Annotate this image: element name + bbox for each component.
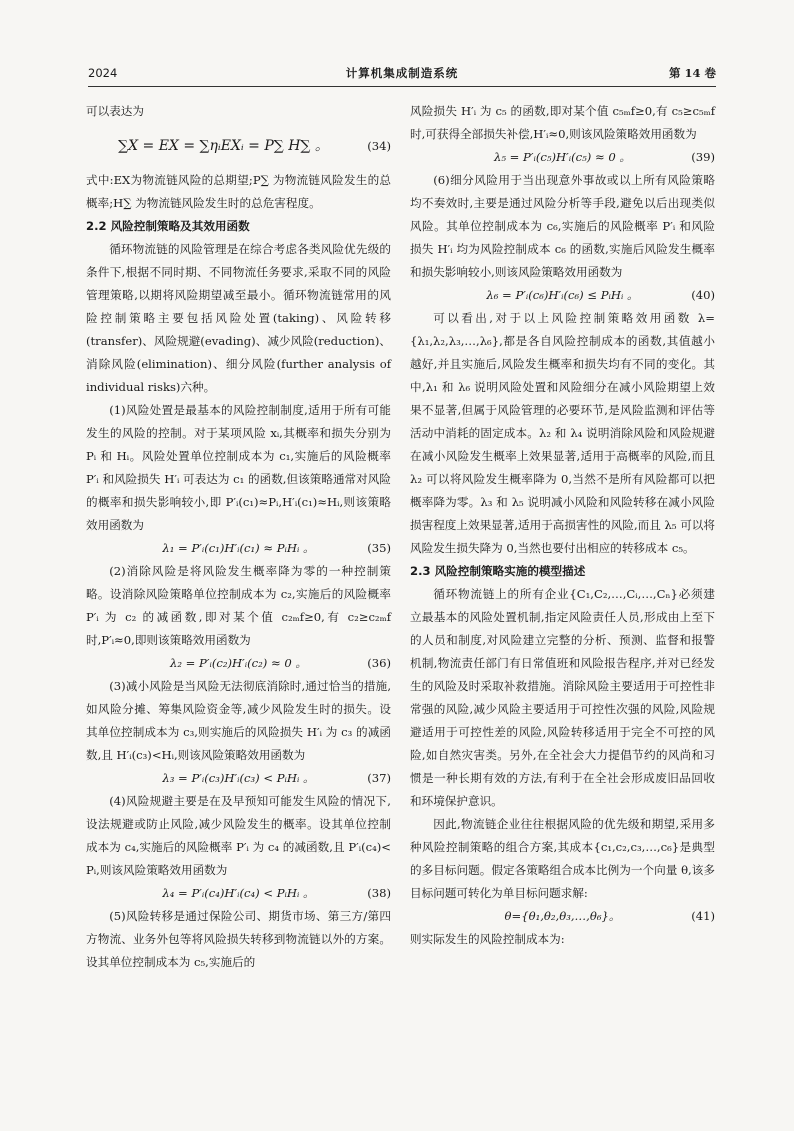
- equation-number: (36): [367, 656, 391, 670]
- paragraph: 可以看出,对于以上风险控制策略效用函数 λ={λ₁,λ₂,λ₃,…,λ₆},都是各自风险控制成本的函数,其值越小越好,并且实施后,风险发生概率和损失均有不同的变化。其中,λ₁ 和 λ₆ 说明风险处置和风险细分在减小风险期望上效果不显著,但属于风险管理的必要环节,是风险监测和评估等活动中消耗的固定成本。λ₂ 和 λ₄ 说明消除风险和风险规避在减小风险发生概率上效果显著,适用于高概率的风险,而且 λ₂ 可以将风险发生概率降为 0,当然不是所有风险都可以把概率降为零。λ₃ 和 λ₅ 说明减小风险和风险转移在减小风险损害程度上效果显著,适用于高损害性的风险,而且 λ₅ 可以将风险发生损失降为 0,当然也要付出相应的转移成本 c₅。: [410, 311, 715, 555]
- paragraph: (1)风险处置是最基本的风险控制制度,适用于所有可能发生的风险的控制。对于某项风险 xᵢ,其概率和损失分别为 Pᵢ 和 Hᵢ。风险处置单位控制成本为 c₁,实施后的风险概率 P′ᵢ 和风险损失 H′ᵢ 可表达为 c₁ 的函数,但该策略通常对风险的概率和损失影响较小,即 P′ᵢ(c₁)≈Pᵢ,H′ᵢ(c₁)≈Hᵢ,则该策略效用函数为: [86, 403, 391, 532]
- paragraph: 循环物流链的风险管理是在综合考虑各类风险优先级的条件下,根据不同时期、不同物流任务要求,采取不同的风险管理策略,以期将风险期望减至最小。循环物流链常用的风险控制策略主要包括风险处置(taking)、风险转移(transfer)、风险规避(evading)、减少风险(reduction)、消除风险(elimination)、细分风险(further analysis of individual risks)六种。: [86, 242, 391, 394]
- paragraph: 循环物流链上的所有企业{C₁,C₂,…,Cᵢ,…,Cₙ}必须建立最基本的风险处置机制,指定风险责任人员,形成由上至下的人员和制度,对风险建立完整的分析、预测、监督和报警机制,物流责任部门有日常值班和风险报告程序,并对已经发生的风险及时采取补救措施。消除风险主要适用于可控性非常强的风险,减少风险主要适用于可控性次强的风险,风险规避适用于可控性差的风险,风险转移适用于完全不可控的风险,如自然灾害类。另外,在全社会大力提倡节约的风尚和习惯是一种长期有效的方法,有利于在全社会形成废旧品回收和环境保护意识。: [410, 587, 715, 808]
- equation-41: [410, 905, 715, 928]
- equation-number: (35): [367, 541, 391, 555]
- right-column: [410, 100, 715, 951]
- paragraph: (4)风险规避主要是在及早预知可能发生风险的情况下,设法规避或防止风险,减少风险发生的概率。设其单位控制成本为 c₄,实施后的风险概率 P′ᵢ 为 c₄ 的减函数,且 P′ᵢ(c₄)< Pᵢ,则该风险策略效用函数为: [86, 794, 391, 877]
- equation-body: ∑X = EX = ∑ηᵢEXᵢ = P∑ H∑ 。: [118, 138, 329, 154]
- equation-body: λ₆ = P′ᵢ(c₆)H′ᵢ(c₆) ≤ PᵢHᵢ 。: [486, 288, 639, 302]
- equation-number: (39): [691, 150, 715, 164]
- section-heading-2-3: 2.3 风险控制策略实施的模型描述: [410, 564, 586, 578]
- journal-title: 计算机集成制造系统: [345, 66, 459, 80]
- equation-40: [410, 284, 715, 307]
- left-column: [86, 100, 391, 974]
- equation-39: [410, 146, 715, 169]
- paragraph: 式中:EX为物流链风险的总期望;P∑ 为物流链风险发生的总概率;H∑ 为物流链风险发生时的总危害程度。: [86, 173, 391, 210]
- equation-number: (38): [367, 886, 391, 900]
- paragraph: 可以表达为: [86, 104, 144, 118]
- equation-37: [86, 767, 391, 790]
- section-heading-2-2: 2.2 风险控制策略及其效用函数: [86, 219, 250, 233]
- equation-34: [86, 123, 391, 169]
- paragraph: (6)细分风险用于当出现意外事故或以上所有风险策略均不奏效时,主要是通过风险分析等手段,避免以后出现类似风险。其单位控制成本为 c₆,实施后的风险概率 P′ᵢ 和风险损失 H′ᵢ 均为风险控制成本 c₆ 的函数,实施后风险发生概率和损失影响较小,则该风险策略效用函数为: [410, 173, 715, 279]
- equation-number: (41): [691, 909, 715, 923]
- equation-body: λ₅ = P′ᵢ(c₅)H′ᵢ(c₅) ≈ 0 。: [493, 150, 632, 164]
- running-header: [88, 64, 716, 87]
- equation-number: (40): [691, 288, 715, 302]
- equation-number: (37): [367, 771, 391, 785]
- paragraph: (3)减小风险是当风险无法彻底消除时,通过恰当的措施,如风险分摊、筹集风险资金等,减少风险发生时的损失。设其单位控制成本为 c₃,则实施后的风险损失 H′ᵢ 为 c₃ 的减函数,且 H′ᵢ(c₃)<Hᵢ,则该风险策略效用函数为: [86, 679, 391, 762]
- page-number: 2024: [88, 66, 118, 80]
- paragraph: 风险损失 H′ᵢ 为 c₅ 的函数,即对某个值 c₅ₘf≥0,有 c₅≥c₅ₘf 时,可获得全部损失补偿,H′ᵢ≈0,则该风险策略效用函数为: [410, 104, 715, 141]
- volume-label: 第 14 卷: [668, 66, 716, 80]
- paragraph: (5)风险转移是通过保险公司、期货市场、第三方/第四方物流、业务外包等将风险损失转移到物流链以外的方案。设其单位控制成本为 c₅,实施后的: [86, 909, 391, 969]
- equation-body: λ₂ = P′ᵢ(c₂)H′ᵢ(c₂) ≈ 0 。: [169, 656, 308, 670]
- equation-38: [86, 882, 391, 905]
- equation-body: λ₁ = P′ᵢ(c₁)H′ᵢ(c₁) ≈ PᵢHᵢ 。: [162, 541, 315, 555]
- equation-36: [86, 652, 391, 675]
- equation-number: (34): [367, 139, 391, 153]
- paragraph: 则实际发生的风险控制成本为:: [410, 932, 565, 946]
- equation-body: λ₃ = P′ᵢ(c₃)H′ᵢ(c₃) < PᵢHᵢ 。: [162, 771, 315, 785]
- paragraph: (2)消除风险是将风险发生概率降为零的一种控制策略。设消除风险策略单位控制成本为 c₂,实施后的风险概率 P′ᵢ 为 c₂ 的减函数,即对某个值 c₂ₘf≥0,有 c₂≥c₂ₘf 时,P′ᵢ≈0,即则该策略效用函数为: [86, 564, 391, 647]
- equation-35: [86, 537, 391, 560]
- paragraph: 因此,物流链企业往往根据风险的优先级和期望,采用多种风险控制策略的组合方案,其成本{c₁,c₂,c₃,…,c₆}是典型的多目标问题。假定各策略组合成本比例为一个向量 θ,该多目标问题可转化为单目标问题求解:: [410, 817, 715, 900]
- equation-body: θ={θ₁,θ₂,θ₃,…,θ₆}。: [504, 909, 621, 923]
- equation-body: λ₄ = P′ᵢ(c₄)H′ᵢ(c₄) < PᵢHᵢ 。: [162, 886, 315, 900]
